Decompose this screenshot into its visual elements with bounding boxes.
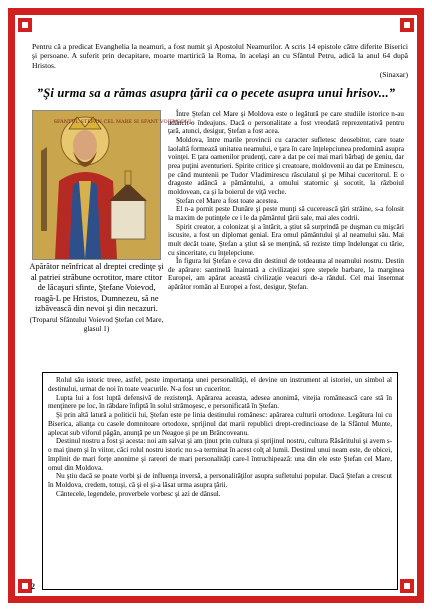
synaxarion-excerpt — [28, 40, 412, 82]
page-number: 2 — [31, 582, 35, 591]
troparion-text: Apărător neînfricat al dreptei credinţe şi al patriei străbune ocrotitor, mare ctitor de lăcaşuri sfinte, Ştefane Voievod, roagă-L pe Hristos, Dumnezeu, să ne izbăvească din nevoi şi din necazuri. — [29, 262, 164, 314]
left-column — [28, 110, 193, 370]
paragraph: Lupta lui a fost luptă defensivă de rezistenţă. Apărarea aceasta, adesea anonimă, vitejia românească care stă în menţinere pe loc, în răbdare înfiptă în solul strămoşesc, e personificată în Ştefan. — [48, 393, 392, 411]
paragraph: Destinul nostru a fost şi acesta: noi am salvat şi am ţinut prin cultura şi sprijinul nostru, cultura Răsăritului şi avem s-o mai ţinem şi în viitor, căci rolul nostru istoric nu s-a terminat în acest colţ al lumii. Destinul unui neam este, de obicei, împlinit de mari forţe anonime şi rareori de mari personalităţi care-l întruchipează: una din ele este Ştefan cel Mare, omul din Moldova. — [48, 437, 392, 472]
saint-icon-image — [32, 110, 193, 260]
troparion-source: (Troparul Sfântului Voievod Ştefan cel Mare, glasul 1) — [29, 314, 164, 333]
saint-stephen-icon — [33, 111, 193, 259]
synaxarion-source: (Sinaxar) — [379, 70, 408, 80]
icon-caption: SFANTUL STEFAN CEL MARE SI SFANT VOIEVODUL — [53, 119, 193, 125]
paragraph: Nu ştiu dacă se poate vorbi şi de influenţa inversă, a personalităţilor asupra sufletului popular. Dacă Ştefan a crescut în Moldova, credem, totuşi, că şi el şi-a lăsat urma asupra ţării. — [48, 472, 392, 489]
paragraph: Moldova, între marile provincii cu caracter sufletesc deosebitor, care toate laolaltă formează unitatea neamului, e ţara în care înţelepciunea predomină asupra voinţei. E ţara oamenilor prudenţi, care a dat pe cei mai mari bărbaţi de geniu, dar prea puţini aventurieri. Spirite critice şi creatoare, moldovenii au dat pe Eminescu, pe când muntenii pe Tudor Vladimirescu răsculatul şi pe Mihai cuceritorul. E o dragoste adâncă a pământului, a omului statornic şi socotit, la războiul moldovean, ca şi la boierul de viţă veche. — [168, 135, 404, 196]
paragraph: El n-a pornit peste Dunăre şi peste munţi să cucerească ţări străine, s-a folosit la maxim de putinţele ce i le da pământul ţării sale, mai ales codrii. — [168, 205, 404, 222]
paragraph: În figura lui Ştefan e ceva din destinul de totdeauna al neamului nostru. Destin de apărare: santinelă înaintată a civilizaţiei spre stepele barbare, la marginea Europei, am apărat această civilizaţie veacuri de-a rândul. Cel mai însemnat apărător român al Europei a fost, desigur, Ştefan. — [168, 257, 404, 292]
troparion — [28, 262, 165, 333]
paragraph: Ştefan cel Mare a fost toate acestea. — [176, 196, 279, 205]
bottom-text-box — [42, 372, 398, 590]
paragraph: Şi prin altă latură a politicii lui, Ştefan este pe linia destinului românesc: apărarea culturii ortodoxe. Legătura lui cu Biserica, alianţa cu casele domnitoare ortodoxe, sprijinul dat marii republici drept-credincioase de la Sfântul Munte, aplecat sub viforul păgân, anunţă pe un Neagoe şi pe un Brâncoveanu. — [48, 411, 392, 437]
right-column-text — [168, 110, 404, 292]
paragraph: Cântecele, legendele, proverbele vorbesc şi azi de dânsul. — [56, 489, 221, 498]
article-title: ”Şi urma sa a rămas asupra ţării ca o pecete asupra unui hrisov...” — [36, 86, 396, 100]
paragraph: Între Ştefan cel Mare şi Moldova este o legătură pe care studiile istorice n-au adâncit-o îndeajuns. Dacă o personalitate a fost vreodată reprezentativă pentru ţară, atunci, desigur, Ştefan a fost acea. — [168, 110, 404, 136]
paragraph: Rolul său istoric treee, astfel, peste importanţa unei personalităţi, el devine un instrument al istoriei, un simbol al destinului, urmat de noi în toate veacurile. N-a fost un cuceritor. — [48, 376, 392, 393]
synaxarion-text: Pentru că a predicat Evanghelia la neamuri, a fost numit şi Apostolul Neamurilor. A scris 14 epistole către diferite Biserici şi persoane. A suferit prin decapitare, moarte martirică la Roma, în acelaşi an cu Sfântul Petru, adică la anul 64 după Hristos. — [32, 42, 408, 70]
paragraph: Spirit creator, a colonizat şi a întărit, a ştiut să surprindă pe duşman cu mişcări iscusite, a fost un diplomat genial. Era omul pământului şi al neamului său. Mai mult decât toate, Ştefan a ştiut să se menţină, să reziste timp îndelungat cu tărie, cu sinceritate, cu înţelepciune. — [168, 222, 404, 257]
